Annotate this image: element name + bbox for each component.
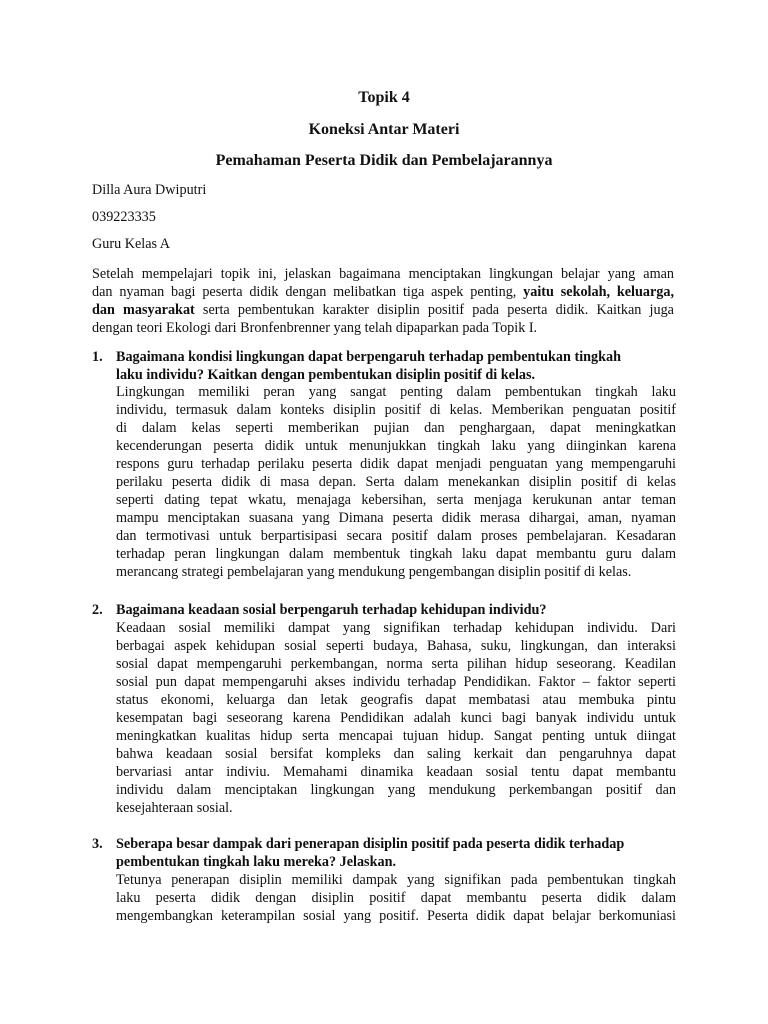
answer-line: bervariasi antar indiviu. Memahami dinamika keadaan sosial tentu dapat membantu bbox=[116, 764, 676, 780]
answer-line: Lingkungan memiliki peran yang sangat penting dalam pembentukan tingkah laku bbox=[116, 384, 676, 400]
intro-text: serta pembentukan karakter disiplin positif pada peserta didik. Kaitkan juga bbox=[194, 302, 674, 318]
answer-line: individu dalam menciptakan lingkungan yang mendukung perkembangan positif dan bbox=[116, 782, 676, 798]
author-name: Dilla Aura Dwiputri bbox=[92, 182, 207, 198]
answer-line: merancang strategi pembelajaran yang mendukung pengembangan disiplin positif di kelas. bbox=[116, 564, 632, 580]
intro-emphasis: yaitu sekolah, keluarga, bbox=[523, 284, 675, 300]
intro-line bbox=[92, 283, 674, 301]
intro-emphasis: dan masyarakat bbox=[92, 302, 195, 318]
subtitle: Koneksi Antar Materi bbox=[308, 121, 460, 138]
answer-line: respons guru terhadap perilaku peserta didik dapat menjadi penguatan yang mempengaruhi bbox=[116, 456, 676, 472]
answer-line: individu, termasuk dalam konteks disiplin positif di kelas. Memberikan penguatan positif bbox=[116, 402, 676, 418]
answer-line: bahwa keadaan sosial bersifat kompleks dan saling kerkait dan pengaruhnya dapat bbox=[116, 746, 676, 762]
question-text: Bagaimana keadaan sosial berpengaruh terhadap kehidupan individu? bbox=[116, 602, 547, 618]
answer-line: kecenderungan peserta didik untuk menunjukkan tingkah laku yang diinginkan karena bbox=[116, 438, 676, 454]
question-text: Bagaimana kondisi lingkungan dapat berpengaruh terhadap pembentukan tingkah bbox=[116, 349, 621, 365]
intro-line bbox=[92, 301, 674, 319]
question-number: 2. bbox=[92, 602, 103, 618]
answer-line: mengembangkan keterampilan sosial yang positif. Peserta didik dapat belajar berkomuniasi bbox=[116, 908, 676, 924]
answer-line: sosial dapat mempengaruhi perkembangan, norma serta pilihan hidup seseorang. Keadilan bbox=[116, 656, 676, 672]
intro-text: dan nyaman bagi peserta didik dengan melibatkan tiga aspek penting, bbox=[92, 284, 524, 300]
topic-title: Topik 4 bbox=[358, 89, 410, 106]
intro-line: Setelah mempelajari topik ini, jelaskan bagaimana menciptakan lingkungan belajar yang aman bbox=[92, 266, 674, 282]
question-text: laku individu? Kaitkan dengan pembentukan disiplin positif di kelas. bbox=[116, 367, 536, 383]
answer-line: kesempatan bagi seseorang karena Pendidikan adalah kunci bagi banyak individu untuk bbox=[116, 710, 676, 726]
answer-line: Tetunya penerapan disiplin memiliki dampak yang signifikan pada pembentukan tingkah bbox=[116, 872, 676, 888]
answer-line: mampu menciptakan suasana yang Dimana peserta didik merasa dihargai, aman, nyaman bbox=[116, 510, 676, 526]
question-number: 1. bbox=[92, 349, 103, 365]
answer-line: dan termotivasi untuk berpartisipasi secara positif dalam proses pembelajaran. Kesadaran bbox=[116, 528, 676, 544]
answer-line: di dalam kelas seperti memberikan pujian dan penghargaan, dapat meningkatkan bbox=[116, 420, 676, 436]
answer-line: status ekonomi, keluarga dan letak geografis dapat membatasi atau membuka pintu bbox=[116, 692, 676, 708]
question-text: pembentukan tingkah laku mereka? Jelaskan. bbox=[116, 854, 397, 870]
answer-line: laku peserta didik dengan disiplin positif dapat membantu peserta didik dalam bbox=[116, 890, 676, 906]
answer-line: berbagai aspek kehidupan sosial seperti budaya, Bahasa, suku, lingkungan, dan interaksi bbox=[116, 638, 676, 654]
answer-line: meningkatkan kualitas hidup serta mencapai tujuan hidup. Sangat penting untuk diingat bbox=[116, 728, 676, 744]
question-number: 3. bbox=[92, 836, 103, 852]
answer-line: sosial pun dapat mempengaruhi akses individu terhadap Pendidikan. Faktor – faktor seperti bbox=[116, 674, 676, 690]
answer-line: Keadaan sosial memiliki dampat yang signifikan terhadap kehidupan individu. Dari bbox=[116, 620, 676, 636]
question-text: Seberapa besar dampak dari penerapan disiplin positif pada peserta didik terhadap bbox=[116, 836, 625, 852]
answer-line: seperti dating tepat wkatu, menajaga kebersihan, serta menjaga kerukunan antar teman bbox=[116, 492, 676, 508]
intro-line: dengan teori Ekologi dari Bronfenbrenner yang telah dipaparkan pada Topik I. bbox=[92, 320, 538, 336]
answer-line: terhadap peran lingkungan dalam membentuk tingkah laku dapat membantu guru dalam bbox=[116, 546, 676, 562]
answer-line: perilaku peserta didik di masa depan. Serta dalam menekankan disiplin positif di kelas bbox=[116, 474, 676, 490]
answer-line: kesejahteraan sosial. bbox=[116, 800, 233, 816]
author-role: Guru Kelas A bbox=[92, 236, 171, 252]
author-id: 039223335 bbox=[92, 209, 156, 225]
main-heading: Pemahaman Peserta Didik dan Pembelajarannya bbox=[215, 152, 553, 169]
